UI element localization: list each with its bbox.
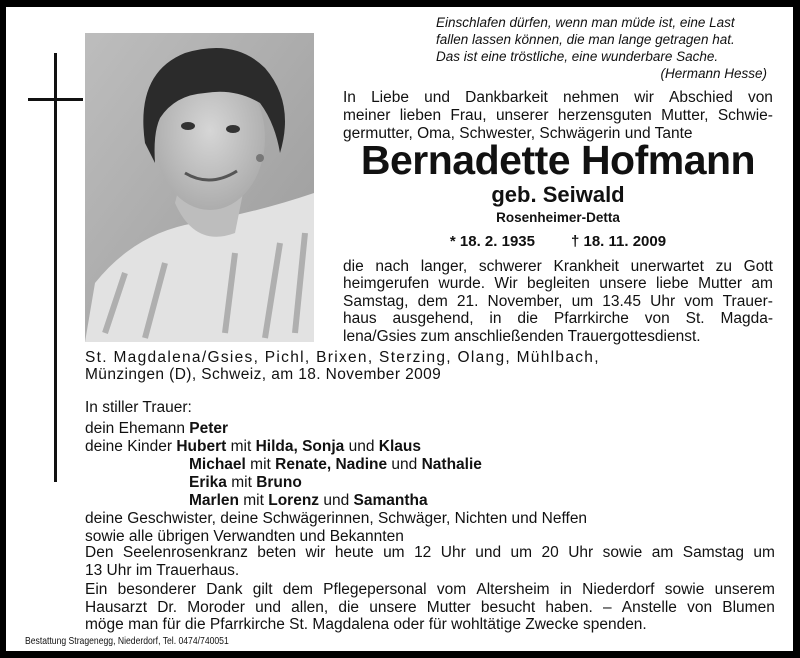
cross-icon-horizontal: [28, 98, 83, 101]
quote-line: fallen lassen können, die man lange getragen hat.: [436, 32, 735, 47]
partner-names: Lorenz: [268, 492, 320, 509]
partner-names: Nathalie: [421, 456, 482, 473]
obituary-notice: [6, 7, 793, 651]
partner-names: Samantha: [353, 492, 428, 509]
maiden-name: geb. Seiwald: [491, 182, 625, 207]
intro-line: In Liebe und Dankbarkeit nehmen wir Abschied von: [343, 89, 773, 106]
rosary-line: Den Seelenrosenkranz beten wir heute um 12 Uhr und um 20 Uhr sowie am Samstag um: [85, 544, 775, 561]
connector: mit: [226, 474, 257, 491]
child-name: Erika: [189, 474, 227, 491]
intro-line: meiner lieben Frau, unserer herzensguten Mutter, Schwie-: [343, 107, 773, 124]
death-date: † 18. 11. 2009: [570, 233, 667, 250]
announcement-line: Samstag, dem 21. November, um 13.45 Uhr vom Trauer-: [343, 292, 773, 310]
child-line: [85, 456, 785, 474]
child-line: [85, 474, 785, 492]
spouse-name: Peter: [189, 420, 229, 437]
nickname: Rosenheimer-Detta: [496, 210, 620, 225]
connector: und: [387, 456, 422, 473]
partner-names: Hilda, Sonja: [255, 438, 345, 455]
announcement-line: die nach langer, schwerer Krankheit unerwartet zu Gott: [343, 258, 773, 275]
announcement-line: haus ausgehend, in die Pfarrkirche von St. Magda-: [343, 310, 773, 328]
child-line: [85, 438, 785, 456]
partner-names: Bruno: [256, 474, 302, 491]
birth-date: * 18. 2. 1935: [449, 233, 535, 250]
thanks-line: Hausarzt Dr. Moroder und allen, die unsere Mutter besucht haben. – Anstelle von Blumen: [85, 598, 775, 616]
places-line: Münzingen (D), Schweiz, am 18. November 2009: [85, 366, 442, 383]
announcement-line: lena/Gsies zum anschließenden Trauergottesdienst.: [343, 327, 701, 345]
quote-line: Einschlafen dürfen, wenn man müde ist, eine Last: [436, 15, 735, 30]
child-name: Michael: [189, 456, 246, 473]
quote-block: [436, 14, 771, 82]
thanks-paragraph: [85, 581, 775, 634]
mourners-list: [85, 399, 785, 546]
partner-names: Klaus: [378, 438, 421, 455]
child-name: Marlen: [189, 492, 239, 509]
spouse-line: [85, 420, 785, 438]
spouse-prefix: dein Ehemann: [85, 420, 190, 437]
quote-author: (Hermann Hesse): [660, 66, 767, 81]
thanks-line: möge man für die Pfarrkirche St. Magdalena oder für wohltätige Zwecke spenden.: [85, 616, 647, 634]
places-and-date: [85, 349, 775, 383]
child-line: [85, 492, 785, 510]
places-line: St. Magdalena/Gsies, Pichl, Brixen, Sterzing, Olang, Mühlbach,: [85, 349, 600, 366]
partner-names: Renate, Nadine: [275, 456, 388, 473]
mourners-heading: In stiller Trauer:: [85, 399, 192, 416]
connector: mit: [238, 492, 269, 509]
connector: und: [319, 492, 354, 509]
thanks-line: Ein besonderer Dank gilt dem Pflegepersonal vom Altersheim in Niederdorf sowie unserem: [85, 581, 775, 599]
connector: mit: [245, 456, 276, 473]
cross-icon-vertical: [54, 53, 57, 482]
relatives-line: sowie alle übrigen Verwandten und Bekannten: [85, 528, 404, 545]
quote-line: Das ist eine tröstliche, eine wunderbare Sache.: [436, 49, 719, 64]
life-dates: [343, 233, 773, 251]
children-prefix: deine Kinder: [85, 438, 177, 455]
funeral-home-credit: Bestattung Stragenegg, Niederdorf, Tel. 0474/740051: [25, 635, 229, 647]
announcement-line: heimgerufen wurde. Wir begleiten unsere liebe Mutter am: [343, 275, 773, 293]
announcement-text: [343, 258, 773, 345]
rosary-line: 13 Uhr im Trauerhaus.: [85, 561, 240, 579]
child-name: Hubert: [176, 438, 227, 455]
portrait-photo: [85, 33, 314, 342]
intro-text: [343, 89, 773, 143]
connector: mit: [226, 438, 256, 455]
portrait-illustration: [85, 33, 314, 342]
notes-text: [85, 544, 775, 634]
deceased-name: Bernadette Hofmann: [360, 137, 756, 183]
intro-line: germutter, Oma, Schwester, Schwägerin und Tante: [343, 125, 693, 142]
siblings-line: deine Geschwister, deine Schwägerinnen, Schwäger, Nichten und Neffen: [85, 510, 588, 527]
connector: und: [344, 438, 379, 455]
